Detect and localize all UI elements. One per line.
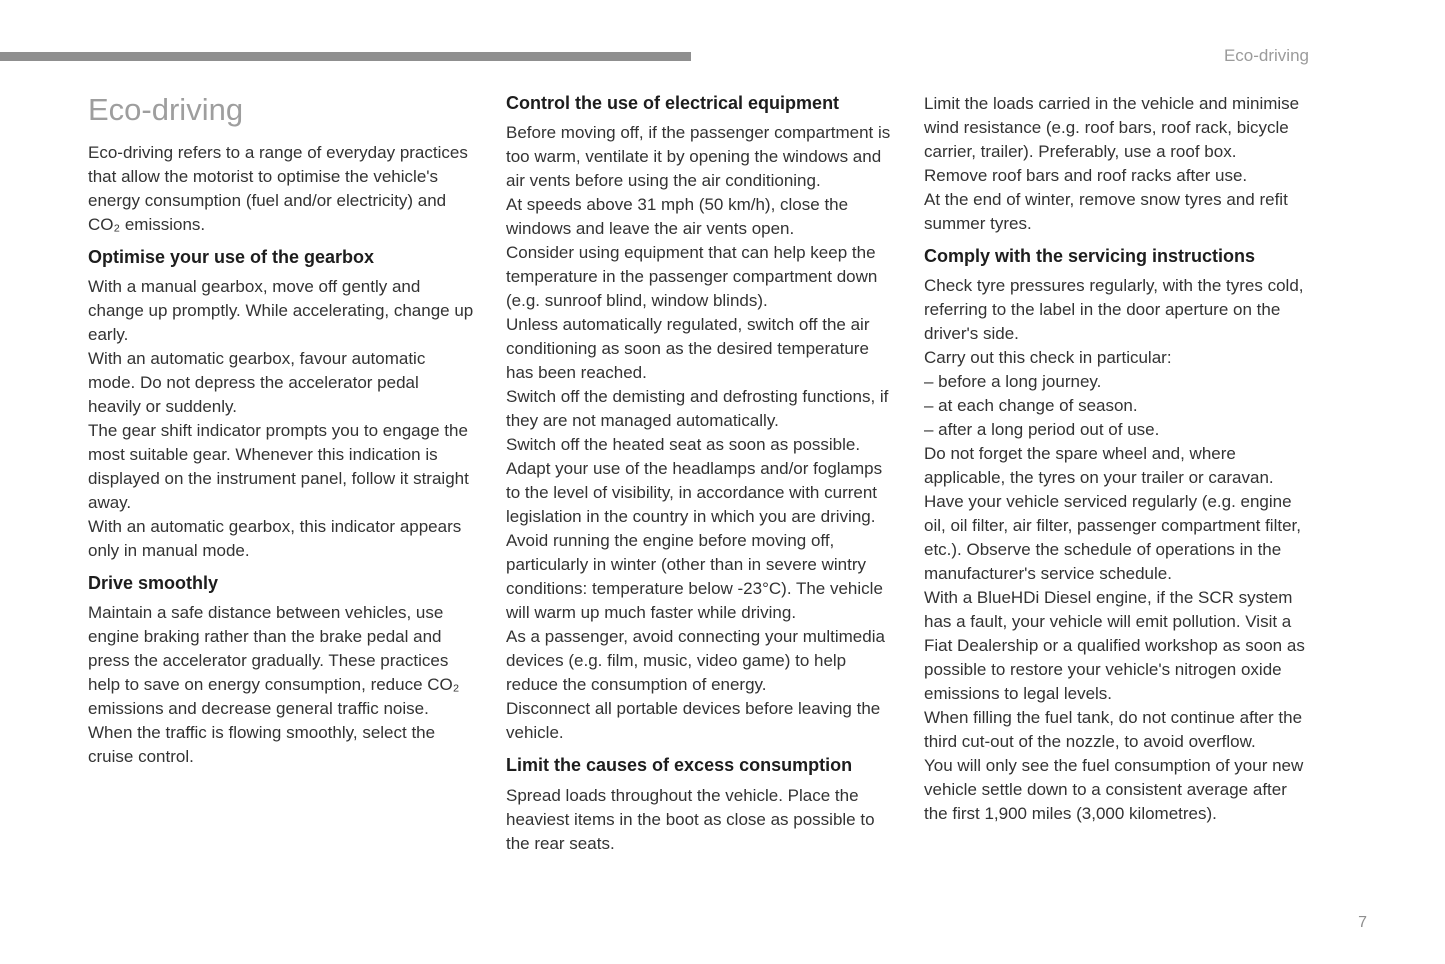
paragraph: Unless automatically regulated, switch off the air conditioning as soon as the desired temperature has been reached. bbox=[506, 315, 870, 383]
paragraph: Do not forget the spare wheel and, where applicable, the tyres on your trailer or caravan. bbox=[924, 444, 1274, 488]
paragraph: Check tyre pressures regularly, with the tyres cold, referring to the label in the door aperture on the driver's side. bbox=[924, 276, 1304, 344]
paragraph: With an automatic gearbox, favour automatic mode. Do not depress the accelerator pedal heavily or suddenly. bbox=[88, 349, 426, 417]
section-heading: Control the use of electrical equipment bbox=[506, 93, 840, 113]
columns bbox=[88, 92, 1310, 856]
section-heading: Drive smoothly bbox=[88, 573, 219, 594]
page-title: Eco-driving bbox=[88, 92, 244, 127]
paragraph: With an automatic gearbox, this indicator appears only in manual mode. bbox=[88, 517, 462, 561]
paragraph: Switch off the demisting and defrosting functions, if they are not managed automatically. bbox=[506, 387, 889, 431]
column-1 bbox=[88, 92, 474, 856]
paragraph: Disconnect all portable devices before leaving the vehicle. bbox=[506, 699, 881, 743]
paragraph: The gear shift indicator prompts you to engage the most suitable gear. Whenever this indication is displayed on the instrument panel, follow it straight away. bbox=[88, 421, 469, 513]
paragraph: Maintain a safe distance between vehicles, use engine braking rather than the brake pedal and press the accelerator gradually. These practices help to save on energy consumption, reduce CO₂ emissions and decrease general traffic noise. bbox=[88, 603, 460, 719]
paragraph: Adapt your use of the headlamps and/or foglamps to the level of visibility, in accordance with current legislation in the country in which you are driving. bbox=[506, 459, 883, 527]
paragraph: You will only see the fuel consumption of your new vehicle settle down to a consistent average after the first 1,900 miles (3,000 kilometres). bbox=[924, 756, 1304, 824]
dash-list-item: – before a long journey. bbox=[924, 372, 1102, 392]
paragraph: Avoid running the engine before moving off, particularly in winter (other than in severe wintry conditions: temperature below -23°C). The vehicle will warm up much faster while driving. bbox=[506, 531, 883, 623]
paragraph: Spread loads throughout the vehicle. Place the heaviest items in the boot as close as possible to the rear seats. bbox=[506, 785, 875, 853]
paragraph: Switch off the heated seat as soon as possible. bbox=[506, 435, 861, 455]
paragraph: Limit the loads carried in the vehicle and minimise wind resistance (e.g. roof bars, roof rack, bicycle carrier, trailer). Preferably, use a roof box. bbox=[924, 94, 1300, 161]
paragraph: With a BlueHDi Diesel engine, if the SCR system has a fault, your vehicle will emit pollution. Visit a Fiat Dealership or a qualified workshop as soon as possible to restore your vehicle's nitrogen oxide emissions to legal levels. bbox=[924, 588, 1305, 704]
paragraph: Before moving off, if the passenger compartment is too warm, ventilate it by opening the windows and air vents before using the air conditioning. bbox=[506, 123, 891, 191]
dash-list-item: – after a long period out of use. bbox=[924, 420, 1160, 440]
header-rule bbox=[0, 52, 691, 61]
running-header: Eco-driving bbox=[1223, 46, 1309, 65]
page-number: 7 bbox=[1358, 914, 1367, 931]
section-heading: Comply with the servicing instructions bbox=[924, 246, 1256, 266]
paragraph: Remove roof bars and roof racks after use. bbox=[924, 166, 1248, 185]
dash-list-item: – at each change of season. bbox=[924, 396, 1138, 416]
column-2 bbox=[506, 92, 892, 856]
paragraph: Carry out this check in particular: bbox=[924, 348, 1172, 368]
paragraph: Have your vehicle serviced regularly (e.g. engine oil, oil filter, air filter, passenger compartment filter, etc.). Observe the schedule of operations in the manufacturer's service schedule. bbox=[924, 492, 1301, 584]
section-heading: Optimise your use of the gearbox bbox=[88, 246, 375, 267]
paragraph: At speeds above 31 mph (50 km/h), close the windows and leave the air vents open. bbox=[506, 195, 849, 239]
paragraph: At the end of winter, remove snow tyres and refit summer tyres. bbox=[924, 190, 1288, 233]
paragraph: When the traffic is flowing smoothly, select the cruise control. bbox=[88, 723, 436, 767]
column-3 bbox=[924, 92, 1310, 856]
paragraph: With a manual gearbox, move off gently and change up promptly. While accelerating, change up early. bbox=[88, 277, 474, 345]
paragraph: As a passenger, avoid connecting your multimedia devices (e.g. film, music, video game) to help reduce the consumption of energy. bbox=[506, 627, 885, 695]
paragraph: Consider using equipment that can help keep the temperature in the passenger compartment down (e.g. sunroof blind, window blinds). bbox=[506, 243, 878, 311]
paragraph: Eco-driving refers to a range of everyday practices that allow the motorist to optimise the vehicle's energy consumption (fuel and/or electricity) and CO₂ emissions. bbox=[88, 142, 468, 234]
paragraph: When filling the fuel tank, do not continue after the third cut-out of the nozzle, to avoid overflow. bbox=[924, 708, 1303, 752]
section-heading: Limit the causes of excess consumption bbox=[506, 755, 853, 776]
